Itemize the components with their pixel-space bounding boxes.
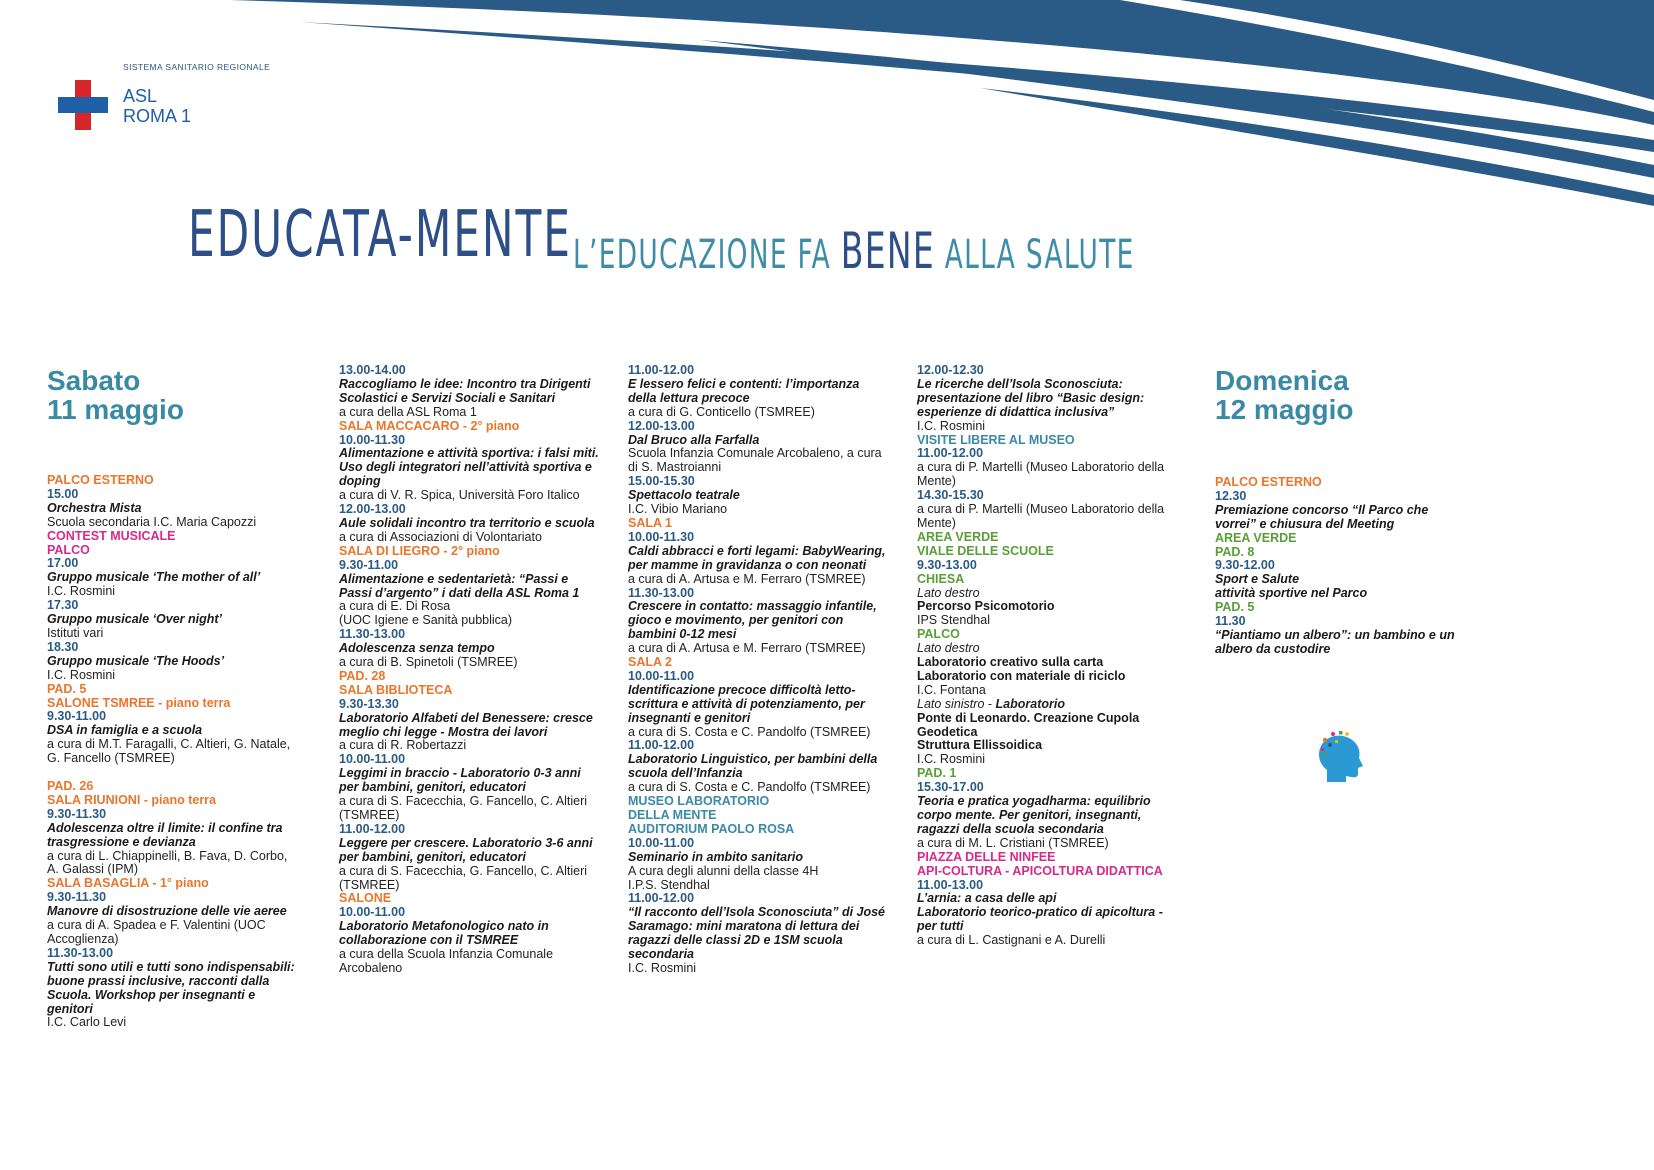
- event-organizer: Scuola Infanzia Comunale Arcobaleno, a cura di S. Mastroianni: [628, 446, 882, 475]
- brand-name: [123, 86, 191, 126]
- event-title: Adolescenza senza tempo: [339, 641, 495, 656]
- venue-label: SALA 2: [628, 655, 672, 670]
- subtitle-bene: BENE: [840, 222, 936, 280]
- event-title: Laboratorio teorico-pratico di apicoltura - per tutti: [917, 905, 1163, 934]
- venue-label: CHIESA: [917, 571, 965, 586]
- venue-label: SALA MACCACARO - 2° piano: [339, 418, 520, 433]
- event-time: 13.00-14.00: [339, 363, 406, 377]
- event-organizer: I.C. Rosmini: [47, 667, 116, 682]
- head-profile-icon: [1313, 730, 1365, 784]
- page-title: [188, 198, 1135, 280]
- wave-stripes: [0, 0, 1654, 215]
- event-time: 12.00-13.00: [628, 418, 695, 433]
- event-organizer: a cura di Associazioni di Volontariato: [339, 529, 542, 544]
- venue-label: VIALE DELLE SCUOLE: [917, 543, 1054, 558]
- event-time: 11.00-12.00: [628, 363, 695, 377]
- venue-label: AREA VERDE: [1215, 530, 1297, 545]
- event-title: Premiazione concorso “Il Parco che vorrei” e chiusura del Meeting: [1215, 502, 1429, 531]
- event-title: Crescere in contatto: massaggio infantile, gioco e movimento, per genitori con bambini 0-12 mesi: [628, 599, 877, 642]
- venue-label: PALCO: [47, 542, 90, 557]
- event-organizer: a cura della Scuola Infanzia Comunale Arcobaleno: [339, 947, 554, 975]
- event-time: 11.00-12.00: [628, 738, 695, 753]
- event-time: 11.30-13.00: [339, 627, 406, 642]
- event-title: Raccogliamo le idee: Incontro tra Dirigenti Scolastici e Servizi Sociali e Sanitari: [339, 376, 591, 405]
- event-title: Alimentazione e sedentarietà: “Passi e Passi d’argento” i dati della ASL Roma 1: [339, 571, 580, 600]
- day-date: 12 maggio: [1215, 394, 1354, 425]
- event-time: 18.30: [47, 639, 79, 654]
- event-organizer: I.C. Vibio Mariano: [628, 502, 728, 517]
- event-title: Identificazione precoce difficoltà letto-scrittura e attività di potenziamento, per insegnanti e genitori: [628, 682, 865, 725]
- day-heading-saturday: [47, 366, 184, 424]
- event-organizer: IPS Stendhal: [917, 613, 990, 628]
- event-organizer: a cura di P. Martelli (Museo Laboratorio della Mente): [917, 502, 1165, 530]
- activity-label: Laboratorio: [995, 696, 1065, 711]
- event-time: 11.00-12.00: [339, 821, 406, 836]
- event-organizer: Scuola secondaria I.C. Maria Capozzi: [47, 514, 257, 529]
- activity-label: Percorso Psicomotorio: [917, 599, 1055, 614]
- event-title: Tutti sono utili e tutti sono indispensabili: buone prassi inclusive, racconti dalla Scuola. Workshop per insegnanti e genitori: [47, 959, 295, 1016]
- event-title: “Piantiamo un albero”: un bambino e un albero da custodire: [1215, 627, 1455, 656]
- event-organizer: I.C. Rosmini: [917, 418, 986, 433]
- activity-label: Ponte di Leonardo. Creazione Cupola Geodetica: [917, 710, 1140, 739]
- event-organizer: a cura di L. Chiappinelli, B. Fava, D. Corbo, A. Galassi (IPM): [47, 848, 288, 877]
- event-time: 17.00: [47, 556, 79, 571]
- event-title: Dal Bruco alla Farfalla: [628, 432, 760, 447]
- venue-label: PALCO ESTERNO: [1215, 475, 1322, 489]
- event-organizer: a cura di M.T. Faragalli, C. Altieri, G. Natale, G. Fancello (TSMREE): [47, 737, 291, 766]
- activity-label: Struttura Ellissoidica: [917, 738, 1043, 753]
- venue-label: SALONE: [339, 891, 392, 906]
- event-time: 12.00-13.00: [339, 502, 406, 517]
- event-title: Spettacolo teatrale: [628, 488, 740, 503]
- event-time: 17.30: [47, 598, 79, 613]
- schedule-column-4: [917, 364, 1179, 948]
- venue-label: PAD. 5: [1215, 600, 1255, 615]
- event-organizer: a cura di M. L. Cristiani (TSMREE): [917, 835, 1109, 850]
- brand-system-label: SISTEMA SANITARIO REGIONALE: [123, 62, 271, 72]
- venue-label: CONTEST MUSICALE: [47, 528, 176, 543]
- title-subtitle: [573, 222, 1135, 280]
- venue-label: SALA RIUNIONI - piano terra: [47, 792, 216, 807]
- venue-label: SALONE TSMREE - piano terra: [47, 695, 231, 710]
- event-organizer: a cura di B. Spinetoli (TSMREE): [339, 655, 518, 670]
- venue-label: SALA 1: [628, 515, 672, 530]
- event-time: 11.00-12.00: [628, 891, 695, 906]
- venue-label: PAD. 26: [47, 779, 94, 794]
- event-time: 11.30-13.00: [628, 585, 695, 600]
- brand-name-line2: ROMA 1: [123, 106, 192, 126]
- event-organizer: Istituti vari: [47, 625, 104, 640]
- venue-label: DELLA MENTE: [628, 808, 717, 822]
- location-note: Lato destro: [917, 641, 980, 656]
- brand-name-line1: ASL: [123, 86, 158, 106]
- event-time: 10.00-11.30: [339, 432, 406, 447]
- event-title: Laboratorio Metafonologico nato in collaborazione con il TSMREE: [339, 919, 549, 948]
- event-time: 15.00-15.30: [628, 474, 695, 489]
- event-title: Sport e Salute: [1215, 572, 1300, 587]
- event-time: 10.00-11.00: [339, 905, 406, 920]
- event-title: Teoria e pratica yogadharma: equilibrio corpo mente. Per genitori, insegnanti, ragazzi della scuola secondaria: [917, 794, 1151, 836]
- event-title: L’arnia: a casa delle api: [917, 891, 1057, 906]
- event-time: 9.30-11.00: [339, 557, 399, 572]
- day-name: Sabato: [47, 365, 141, 396]
- activity-label: Laboratorio creativo sulla carta: [917, 655, 1104, 670]
- venue-label: API-COLTURA - APICOLTURA DIDATTICA: [917, 863, 1163, 878]
- event-title: Seminario in ambito sanitario: [628, 849, 804, 864]
- event-organizer: a cura di S. Facecchia, G. Fancello, C. Altieri (TSMREE): [339, 863, 588, 892]
- event-organizer: a cura di G. Conticello (TSMREE): [628, 404, 815, 419]
- event-time: 11.00-12.00: [917, 446, 984, 461]
- event-title: Manovre di disostruzione delle vie aeree: [47, 904, 287, 919]
- event-organizer: a cura della ASL Roma 1: [339, 404, 477, 419]
- venue-label: PIAZZA DELLE NINFEE: [917, 849, 1056, 864]
- event-organizer: I.P.S. Stendhal: [628, 877, 710, 892]
- day-heading-sunday: [1215, 366, 1353, 424]
- event-title: Leggere per crescere. Laboratorio 3-6 anni per bambini, genitori, educatori: [339, 835, 593, 864]
- event-title: Le ricerche dell’Isola Sconosciuta: presentazione del libro “Basic design: esperienze di didattica inclusiva”: [917, 376, 1145, 419]
- event-organizer: a cura di P. Martelli (Museo Laboratorio della Mente): [917, 460, 1165, 489]
- event-title: Aule solidali incontro tra territorio e scuola: [339, 515, 595, 530]
- venue-label: SALA BASAGLIA - 1° piano: [47, 876, 209, 891]
- subtitle-part-a: L’EDUCAZIONE FA: [573, 232, 841, 278]
- venue-label: PAD. 1: [917, 766, 957, 781]
- event-organizer: a cura di R. Robertazzi: [339, 738, 467, 753]
- event-title: Laboratorio Alfabeti del Benessere: cresce meglio chi legge - Mostra dei lavori: [339, 710, 593, 739]
- subtitle-part-c: ALLA SALUTE: [935, 232, 1135, 278]
- venue-label: PALCO: [917, 627, 960, 642]
- event-organizer: a cura di A. Artusa e M. Ferraro (TSMREE): [628, 571, 866, 586]
- event-time: 11.00-13.00: [917, 877, 984, 892]
- event-time: 14.30-15.30: [917, 488, 984, 503]
- event-title: Leggimi in braccio - Laboratorio 0-3 anni per bambini, genitori, educatori: [339, 766, 581, 795]
- event-title: “Il racconto dell’Isola Sconosciuta” di José Saramago: mini maratona di lettura dei ragazzi delle classi 2D e 1SM scuola secondaria: [628, 905, 886, 962]
- event-organizer: I.C. Rosmini: [628, 960, 697, 975]
- event-organizer: a cura di S. Costa e C. Pandolfo (TSMREE): [628, 724, 871, 739]
- event-time: 12.30: [1215, 488, 1247, 503]
- event-time: 9.30-13.30: [339, 696, 399, 711]
- event-organizer: (UOC Igiene e Sanità pubblica): [339, 613, 513, 628]
- event-time: 9.30-12.00: [1215, 558, 1275, 573]
- event-title: DSA in famiglia e a scuola: [47, 723, 203, 738]
- separator: -: [984, 696, 996, 711]
- event-time: 9.30-11.30: [47, 890, 107, 905]
- schedule-column-2: [339, 364, 599, 976]
- title-main: EDUCATA-MENTE: [188, 198, 572, 272]
- event-organizer: I.C. Fontana: [917, 682, 986, 697]
- event-time: 15.00: [47, 486, 79, 501]
- venue-label: AREA VERDE: [917, 529, 999, 544]
- venue-label: PAD. 5: [47, 681, 87, 696]
- venue-label: PAD. 8: [1215, 544, 1255, 559]
- event-time: 11.30: [1215, 614, 1246, 629]
- event-organizer: I.C. Rosmini: [917, 752, 986, 767]
- venue-label: VISITE LIBERE AL MUSEO: [917, 432, 1075, 447]
- event-time: 10.00-11.00: [628, 835, 695, 850]
- event-organizer: I.C. Rosmini: [47, 584, 116, 599]
- venue-label: AUDITORIUM PAOLO ROSA: [628, 821, 795, 836]
- schedule-column-1: [47, 474, 299, 1030]
- event-organizer: a cura di A. Artusa e M. Ferraro (TSMREE): [628, 641, 866, 656]
- event-title: Caldi abbracci e forti legami: BabyWearing, per mamme in gravidanza o con neonati: [628, 543, 886, 572]
- venue-label: PAD. 28: [339, 668, 386, 683]
- event-organizer: a cura di L. Castignani e A. Durelli: [917, 933, 1106, 948]
- event-title: E lessero felici e contenti: l’importanza della lettura precoce: [628, 376, 860, 405]
- event-time: 12.00-12.30: [917, 363, 984, 377]
- event-organizer: a cura di E. Di Rosa: [339, 599, 451, 614]
- event-time: 9.30-11.00: [47, 709, 107, 724]
- event-time: 10.00-11.30: [628, 529, 695, 544]
- venue-label: SALA BIBLIOTECA: [339, 682, 453, 697]
- location-note: Lato sinistro: [917, 696, 985, 711]
- event-organizer: a cura di S. Facecchia, G. Fancello, C. Altieri (TSMREE): [339, 794, 588, 822]
- event-title: Gruppo musicale ‘The Hoods’: [47, 653, 225, 668]
- schedule-column-5: [1215, 476, 1465, 657]
- event-title: Gruppo musicale ‘The mother of all’: [47, 570, 261, 585]
- event-title: Adolescenza oltre il limite: il confine tra trasgressione e devianza: [47, 820, 283, 849]
- event-organizer: a cura di V. R. Spica, Università Foro Italico: [339, 488, 580, 503]
- event-time: 10.00-11.00: [628, 668, 695, 683]
- event-title: Laboratorio Linguistico, per bambini della scuola dell’Infanzia: [628, 752, 878, 781]
- venue-label: MUSEO LABORATORIO: [628, 794, 770, 809]
- event-title: Alimentazione e attività sportiva: i falsi miti. Uso degli integratori nell’attività sportiva e doping: [339, 446, 599, 489]
- event-title: Gruppo musicale ‘Over night’: [47, 612, 223, 627]
- location-activity: [917, 698, 1179, 712]
- event-organizer: a cura di S. Costa e C. Pandolfo (TSMREE): [628, 780, 871, 795]
- venue-label: SALA DI LIEGRO - 2° piano: [339, 543, 500, 558]
- event-organizer: a cura di A. Spadea e F. Valentini (UOC Accoglienza): [47, 918, 266, 946]
- event-time: 9.30-13.00: [917, 557, 977, 572]
- event-time: 9.30-11.30: [47, 806, 107, 821]
- day-name: Domenica: [1215, 365, 1349, 396]
- cross-icon: [58, 80, 108, 130]
- event-organizer: I.C. Carlo Levi: [47, 1015, 127, 1030]
- event-organizer: A cura degli alunni della classe 4H: [628, 863, 819, 878]
- venue-label: PALCO ESTERNO: [47, 473, 154, 487]
- event-time: 15.30-17.00: [917, 780, 984, 795]
- activity-label: Laboratorio con materiale di riciclo: [917, 668, 1126, 683]
- spacer: [47, 766, 299, 780]
- day-date: 11 maggio: [47, 394, 184, 425]
- schedule-column-3: [628, 364, 888, 976]
- event-title: Orchestra Mista: [47, 500, 142, 515]
- event-time: 10.00-11.00: [339, 752, 406, 767]
- event-title: attività sportive nel Parco: [1215, 586, 1368, 601]
- location-note: Lato destro: [917, 585, 980, 600]
- event-time: 11.30-13.00: [47, 945, 114, 960]
